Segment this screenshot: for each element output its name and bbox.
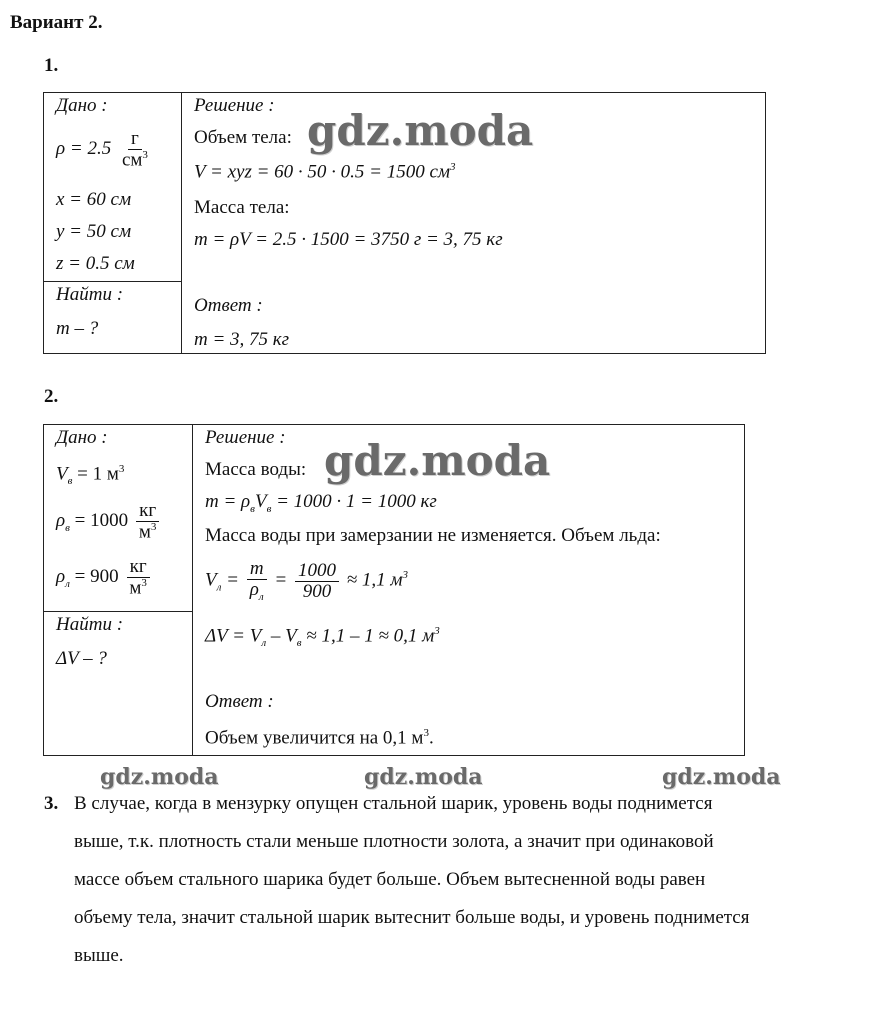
solution-label: Решение : [194,95,275,116]
task-3-line: массе объем стального шарика будет больше. Объем вытесненной воды равен [74,869,706,890]
solution-label: Решение : [205,427,286,448]
mass-caption: Масса тела: [194,197,290,218]
note-text: Масса воды при замерзании не изменяется. Объем льда: [205,525,661,546]
answer-label: Ответ : [205,691,274,712]
watermark: gdz.moda [100,764,219,790]
watermark: gdz.moda [662,764,781,790]
delta-volume-formula: $\Delta V = V_л - V_в \approx 1,1 - 1 \approx 0,1$ $м^3$ [205,625,440,650]
find-label: Найти : [56,284,124,305]
task-3-line: выше. [74,945,124,966]
given-y: y = 50 см [56,221,132,242]
given-label: Дано : [56,427,108,448]
given-water-density: $\rho_в = 1000$ $\frac{кг}{м^3}$ [56,501,162,542]
answer-value: Объем увеличится на 0,1 $м^3$. [205,727,434,749]
given-x: x = 60 см [56,189,132,210]
ice-volume-formula: $V_л$ = $\frac{m}{\rho_л}$ = $\frac{1000}{900}$ ≈ 1,1 $м^3$ [205,558,409,603]
task-3-number: 3. [44,793,59,814]
task-3-text [74,785,864,975]
volume-caption: Объем тела: [194,127,292,148]
mass-formula: m = ρV = 2.5 · 1500 = 3750 г = 3, 75 кг [194,229,503,250]
answer-label: Ответ : [194,295,263,316]
task-2-number: 2. [44,386,59,407]
task-3-line: объему тела, значит стальной шарик вытеснит больше воды, и уровень поднимется [74,907,750,928]
given-density: ρ = 2.5 $\frac{г}{см^3}$ [56,128,148,171]
watermark: gdz.moda [307,106,534,155]
given-water-volume: $V_в = 1$ $м^3$ [56,463,125,488]
task-1-given-cell [44,93,182,282]
task-3-line: В случае, когда в мензурку опущен стальной шарик, уровень воды поднимется [74,793,713,814]
water-mass-caption: Масса воды: [205,459,307,480]
find-label: Найти : [56,613,124,635]
given-label: Дано : [56,95,108,116]
volume-formula: V = xyz = 60 · 50 · 0.5 = 1500 $см^3$ [194,161,456,183]
watermark: gdz.moda [364,764,483,790]
watermark: gdz.moda [324,436,551,485]
task-1-number: 1. [44,55,59,76]
task-2-find-cell [44,611,193,755]
find-value: ΔV – ? [56,647,107,669]
find-value: m – ? [56,318,99,339]
task-3-line: выше, т.к. плотность стали меньше плотности золота, а значит при одинаковой [74,831,714,852]
task-1-find-cell [44,282,182,354]
given-ice-density: $\rho_л = 900$ $\frac{кг}{м^3}$ [56,557,153,598]
water-mass-formula: $m = \rho_вV_в = 1000 \cdot 1 = 1000$ кг [205,491,437,515]
given-z: z = 0.5 см [56,253,135,274]
task-2-given-cell [44,425,193,612]
answer-value: m = 3, 75 кг [194,329,290,350]
page-title: Вариант 2. [10,12,103,33]
